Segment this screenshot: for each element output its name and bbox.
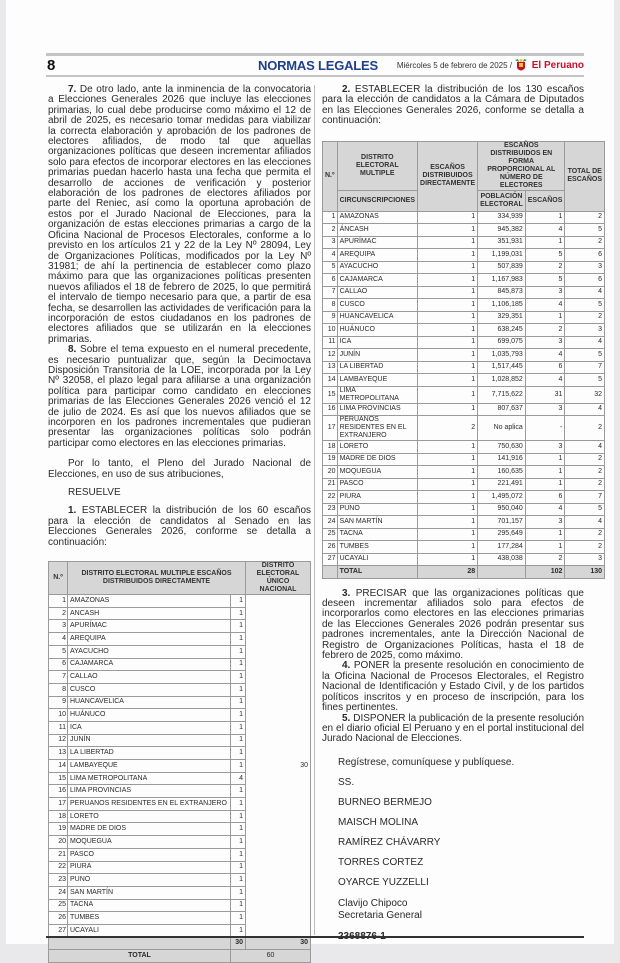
table-row: 18 LORETO 1 bbox=[49, 810, 311, 823]
table-row: 9 HUANCAVELICA 1 329,351 1 2 bbox=[323, 311, 605, 324]
table-row: 19 MADRE DE DIOS 1 bbox=[49, 823, 311, 836]
signatory-name: OYARCE YUZZELLI bbox=[338, 876, 429, 888]
table-row: 11 ICA 1 699,075 3 4 bbox=[323, 336, 605, 349]
brand-name: El Peruano bbox=[531, 60, 584, 71]
table-row: 4 AREQUIPA 1 bbox=[49, 633, 311, 646]
table-row: 10 HUÁNUCO 1 638,245 2 3 bbox=[323, 324, 605, 337]
col-header-proportional-seats: ESCAÑOS DISTRIBUIDOS EN FORMA PROPORCIONAL AL NÚMERO DE ELECTORES bbox=[478, 141, 565, 190]
page-number: 8 bbox=[47, 57, 56, 74]
table-row: 22 PIURA 1 bbox=[49, 861, 311, 874]
deputies-total-row: TOTAL 28 102 130 bbox=[323, 566, 605, 579]
table-row: 26 TUMBES 1 bbox=[49, 912, 311, 925]
col-header-number: N.º bbox=[323, 141, 338, 211]
paragraph-7: 7. De otro lado, ante la inminencia de la convocatoria a Elecciones Generales 2026 que incluye las elecciones primarias, lo cual debe producirse como máximo el 12 de abril de 2025, es necesario tomar medidas para viabilizar la correcta elaboración y aprobación de los padrones de electores afiliados, de modo tal que aquellas organizaciones políticas que deseen incrementar afiliados solo para efectos de incorporar electores en las elecciones primarias puedan hacerlo hasta una fecha que permita el desarrollo de acciones de verificación y posterior elaboración de los padrones de electores afiliados por parte del Reniec, así como la oportuna aprobación de estos por el Jurado Nacional de Elecciones, para la organización de estas elecciones primarias a cargo de la Oficina Nacional de Procesos Electorales, conforme a lo previsto en los artículos 21 y 22 de la Ley Nº 28094, Ley de Organizaciones Políticas, modificados por la Ley Nº 31981; de ahí la pertinencia de establecer como plazo máximo para que las organizaciones políticas presenten nuevos afiliados el 18 de febrero de 2025, lo que permitirá el intervalo de tiempo necesario para que, a partir de esa fecha, se desarrollen las actividades de verificación para la incorporación de estos ciudadanos en los padrones de electores afiliados que se utilizarán en la elecciones primarias. bbox=[48, 84, 311, 345]
table-row: 4 AREQUIPA 1 1,199,031 5 6 bbox=[323, 249, 605, 262]
table-row: 10 HUÁNUCO 1 bbox=[49, 709, 311, 722]
signatory-name: BURNEO BERMEJO bbox=[338, 796, 432, 808]
table-row: 15 LIMA METROPOLITANA 4 bbox=[49, 772, 311, 785]
table-row: 25 TACNA 1 bbox=[49, 899, 311, 912]
senate-subtotal-row: 30 30 bbox=[49, 937, 311, 950]
table-row: 19 MADRE DE DIOS 1 141,916 1 2 bbox=[323, 453, 605, 466]
page-header bbox=[46, 57, 584, 75]
table-row: 21 PASCO 1 221,491 1 2 bbox=[323, 478, 605, 491]
left-column bbox=[48, 85, 311, 963]
resolution-1: 1. ESTABLECER la distribución de los 60 escaños para la elección de candidatos al Senado en las Elecciones Generales 2026, conforme se detalla a continuación: bbox=[48, 505, 312, 548]
col-header-total-seats: TOTAL DE ESCAÑOS bbox=[565, 141, 605, 211]
secretary-title: Secretaria General bbox=[338, 909, 422, 921]
table-row: 16 LIMA PROVINCIAS 1 807,637 3 4 bbox=[323, 403, 605, 416]
table-row: 27 UCAYALI 1 438,038 2 3 bbox=[323, 553, 605, 566]
table-row: 21 PASCO 1 bbox=[49, 848, 311, 861]
table-row: 27 UCAYALI 1 bbox=[49, 924, 311, 937]
resolution-3: 3. PRECISAR que las organizaciones políticas que deseen incrementar afiliados solo para efectos de incorporarlos como electores en las elecciones primarias de las Elecciones Generales 2026 podrán presentar sus padrones incrementales, ante la Dirección Nacional de Registro de Organizaciones Políticas, hasta el 18 de febrero de 2025, como máximo. bbox=[322, 587, 584, 662]
table-row: 23 PUNO 1 950,040 4 5 bbox=[323, 503, 605, 516]
table-row: 25 TACNA 1 295,649 1 2 bbox=[323, 528, 605, 541]
table-row: 17 PERUANOS RESIDENTES EN EL EXTRANJERO 2 No aplica - 2 bbox=[323, 416, 605, 441]
publication-date: Miércoles 5 de febrero de 2025 / bbox=[396, 61, 512, 70]
table-row: 17 PERUANOS RESIDENTES EN EL EXTRANJERO 1 bbox=[49, 798, 311, 811]
signatory-name: TORRES CORTEZ bbox=[338, 856, 424, 868]
table-row: 13 LA LIBERTAD 1 1,517,445 6 7 bbox=[323, 361, 605, 374]
header-top-rule bbox=[46, 53, 584, 56]
table-row: 23 PUNO 1 bbox=[49, 874, 311, 887]
table-row: 7 CALLAO 1 845,873 3 4 bbox=[323, 286, 605, 299]
col-header-multiple-district: DISTRITO ELECTORAL MULTIPLE ESCAÑOS DISTRIBUIDOS DIRECTAMENTE bbox=[68, 562, 246, 595]
closing-formula: Regístrese, comuníquese y publíquese. bbox=[338, 756, 515, 768]
table-row: 5 AYACUCHO 1 507,839 2 3 bbox=[323, 261, 605, 274]
right-column bbox=[322, 84, 603, 943]
table-row: 5 AYACUCHO 1 bbox=[49, 645, 311, 658]
table-row: 2 ÁNCASH 1 945,382 4 5 bbox=[323, 224, 605, 237]
col-header-number: N.º bbox=[49, 562, 68, 595]
footer-rule bbox=[46, 936, 584, 938]
table-row: 12 JUNÍN 1 bbox=[49, 734, 311, 747]
table-row: 16 LIMA PROVINCIAS 1 bbox=[49, 785, 311, 798]
table-row: 14 LAMBAYEQUE 1 1,028,852 4 5 bbox=[323, 374, 605, 387]
table-row: 3 APURÍMAC 1 351,931 1 2 bbox=[323, 236, 605, 249]
ss-label: SS. bbox=[338, 776, 355, 788]
resolution-4: 4. PONER la presente resolución en conocimiento de la Oficina Nacional de Procesos Electorales, el Registro Nacional de Identificación y Estado Civil, y de los partidos políticos inscritos y en proceso de inscripción, para los fines pertinentes. bbox=[322, 660, 585, 714]
table-row: 6 CAJAMARCA 1 1,167,983 5 6 bbox=[323, 274, 605, 287]
table-row: 15 LIMA METROPOLITANA 1 7,715,622 31 32 bbox=[323, 386, 605, 403]
resolution-2: 2. ESTABLECER la distribución de los 130 escaños para la elección de candidatos a la Cámara de Diputados en las Elecciones Generales 2026, conforme se detalla a continuación: bbox=[322, 84, 585, 127]
table-row: 8 CUSCO 1 bbox=[49, 683, 311, 696]
senate-seats-table bbox=[48, 561, 311, 963]
col-header-seats: ESCAÑOS bbox=[525, 190, 565, 211]
table-row: 20 MOQUEGUA 1 160,635 1 2 bbox=[323, 466, 605, 479]
col-header-national-district: DISTRITO ELECTORAL ÚNICO NACIONAL bbox=[246, 562, 311, 595]
table-row: 18 LORETO 1 750,630 3 4 bbox=[323, 441, 605, 454]
table-row: 6 CAJAMARCA 1 bbox=[49, 658, 311, 671]
table-row: 22 PIURA 1 1,495,072 6 7 bbox=[323, 491, 605, 504]
table-row: 1 AMAZONAS 1 334,939 1 2 bbox=[323, 211, 605, 224]
signatory-name: MAISCH MOLINA bbox=[338, 816, 419, 828]
newspaper-page bbox=[6, 0, 614, 960]
resolution-5: 5. DISPONER la publicación de la presente resolución en el diario oficial El Peruano y en el portal institucional del Jurado Nacional de Elecciones. bbox=[322, 712, 585, 745]
secretary-name: Clavijo Chipoco bbox=[338, 897, 408, 909]
col-header-circunscripciones: CIRCUNSCRIPCIONES bbox=[337, 190, 417, 211]
col-header-direct-seats: ESCAÑOS DISTRIBUIDOS DIRECTAMENTE bbox=[418, 141, 478, 211]
national-seats-cell: 30 bbox=[246, 595, 311, 938]
deputies-seats-table bbox=[322, 141, 605, 579]
paragraph-por-lo-tanto: Por lo tanto, el Pleno del Jurado Nacional de Elecciones, en uso de sus atribuciones, bbox=[48, 458, 311, 480]
table-row: 9 HUANCAVELICA 1 bbox=[49, 696, 311, 709]
table-row: 26 TUMBES 1 177,284 1 2 bbox=[323, 541, 605, 554]
table-row: 13 LA LIBERTAD 1 bbox=[49, 747, 311, 760]
column-divider bbox=[314, 85, 315, 935]
section-title: NORMAS LEGALES bbox=[258, 58, 378, 73]
table-row: 20 MOQUEGUA 1 bbox=[49, 836, 311, 849]
table-row: 8 CUSCO 1 1,106,185 4 5 bbox=[323, 299, 605, 312]
col-header-electoral-population: POBLACIÓN ELECTORAL bbox=[478, 190, 526, 211]
table-row: 3 APURÍMAC 1 bbox=[49, 620, 311, 633]
peru-coat-of-arms-icon bbox=[514, 58, 528, 73]
senate-total-row: TOTAL 60 bbox=[49, 950, 311, 963]
signatory-name: RAMÍREZ CHÁVARRY bbox=[338, 836, 441, 848]
header-bottom-rule bbox=[46, 75, 584, 77]
table-row: 1 AMAZONAS 1 30 bbox=[49, 595, 311, 608]
paragraph-8: 8. Sobre el tema expuesto en el numeral precedente, es necesario puntualizar que, según la Decimoctava Disposición Transitoria de la LOE, incorporada por la Ley Nº 32058, el plazo legal para afiliarse a una organización política para participar como candidato en elecciones primarias de las Elecciones Generales 2026 venció el 12 de julio de 2024. Es así que los nuevos afiliados que se incorporen en los padrones incrementales que pudieran presentar las organizaciones políticas solo podrán participar como electores en las elecciones primarias. bbox=[48, 344, 311, 449]
resuelve-heading: RESUELVE bbox=[68, 487, 121, 499]
table-row: 24 SAN MARTÍN 1 bbox=[49, 886, 311, 899]
col-header-multiple-district: DISTRITO ELECTORAL MULTIPLE bbox=[337, 141, 417, 190]
table-row: 12 JUNÍN 1 1,035,793 4 5 bbox=[323, 349, 605, 362]
table-row: 14 LAMBAYEQUE 1 bbox=[49, 760, 311, 773]
table-row: 7 CALLAO 1 bbox=[49, 671, 311, 684]
table-row: 24 SAN MARTÍN 1 701,157 3 4 bbox=[323, 516, 605, 529]
table-row: 2 ANCASH 1 bbox=[49, 607, 311, 620]
table-row: 11 ICA 1 bbox=[49, 721, 311, 734]
